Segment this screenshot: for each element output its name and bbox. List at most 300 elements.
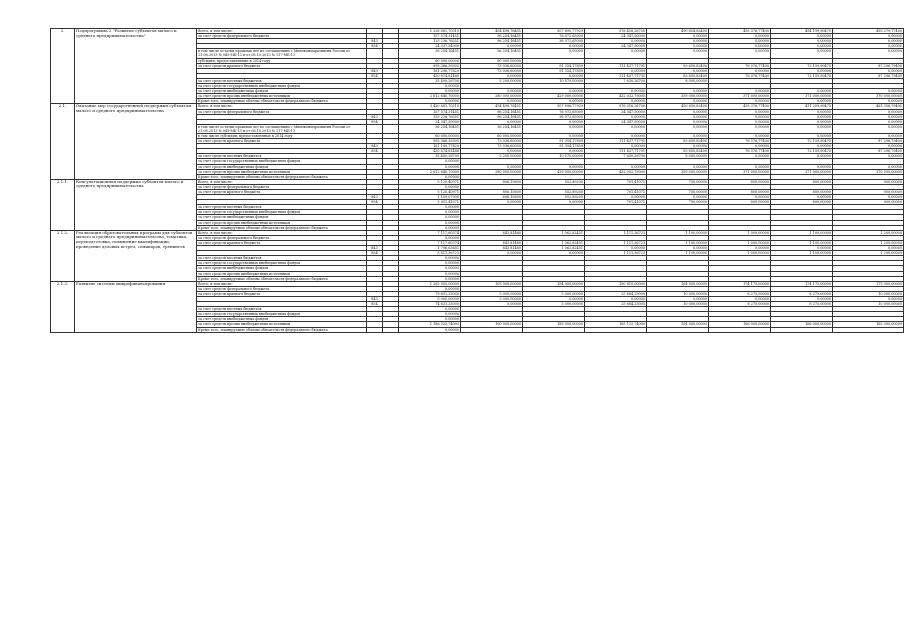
value-cell: 0,00000: [833, 99, 904, 104]
value-cell: 1 228 881,70315: [399, 29, 461, 34]
value-cell: 0,00000: [585, 68, 647, 73]
value-cell: 100 000,00000: [461, 322, 523, 327]
value-cell: 0,00000: [833, 49, 904, 58]
value-cell: [833, 327, 904, 332]
budget-table: [50, 28, 904, 333]
value-cell: 0,00000: [461, 99, 523, 104]
value-cell: 0,00000: [585, 296, 647, 301]
value-cell: 0,00000: [709, 296, 771, 301]
value-cell: 0,00000: [709, 246, 771, 251]
value-cell: 0,00000: [709, 34, 771, 39]
value-cell: 174 175,00000: [709, 281, 771, 286]
value-cell: 0,00000: [709, 89, 771, 94]
value-cell: 0,00000: [771, 296, 833, 301]
value-cell: 359 000,00000: [647, 94, 709, 99]
value-cell: 800,00000: [709, 179, 771, 184]
value-cell: 1 000,00000: [709, 230, 771, 235]
value-cell: 0,00000: [771, 99, 833, 104]
code-cell: [367, 327, 383, 332]
value-cell: 0,00000: [399, 327, 461, 332]
value-cell: 0,00000: [647, 109, 709, 114]
value-cell: 0,00000: [585, 89, 647, 94]
funding-source: за счет средств внебюджетных фондов: [197, 317, 367, 322]
value-cell: 73 036,60000: [461, 144, 523, 149]
value-cell: 1 000,00000: [709, 251, 771, 256]
value-cell: 0,00000: [399, 235, 461, 240]
value-cell: 0,00000: [585, 99, 647, 104]
value-cell: 552,89200: [523, 179, 585, 184]
code-cell: [383, 327, 399, 332]
value-cell: 0,00000: [833, 124, 904, 133]
value-cell: 0,00000: [523, 49, 585, 58]
item-number: 2.1.3.: [51, 281, 75, 332]
value-cell: 0,00000: [399, 261, 461, 266]
value-cell: 606,15600: [461, 195, 523, 200]
value-cell: 72 159,90475: [771, 63, 833, 68]
value-cell: 0,00000: [833, 114, 904, 119]
value-cell: 450 650,82400: [647, 104, 709, 109]
value-cell: 1 186 325,74000: [399, 322, 461, 327]
value-cell: 25 684,25000: [585, 302, 647, 307]
value-cell: 111 437,71791: [585, 73, 647, 78]
value-cell: 0,00000: [523, 73, 585, 78]
value-cell: 430 874,81486: [399, 149, 461, 154]
value-cell: [461, 327, 523, 332]
value-cell: 900,00000: [833, 190, 904, 195]
value-cell: 10 000,00000: [647, 302, 709, 307]
code-cell: 854: [367, 119, 383, 124]
value-cell: 0,00000: [709, 154, 771, 159]
value-cell: 0,00000: [647, 44, 709, 49]
value-cell: 5 120,40971: [399, 179, 461, 184]
code-cell: 854: [367, 302, 383, 307]
value-cell: 1 200,00000: [833, 230, 904, 235]
value-cell: 643,81460: [461, 246, 523, 251]
value-cell: 154 000,00000: [647, 322, 709, 327]
value-cell: 0,00000: [709, 114, 771, 119]
value-cell: 0,00000: [399, 220, 461, 225]
value-cell: 105 000,00000: [461, 281, 523, 286]
value-cell: 0,00000: [399, 99, 461, 104]
value-cell: 0,00000: [833, 68, 904, 73]
value-cell: 0,00000: [771, 34, 833, 39]
code-cell: 843: [367, 195, 383, 200]
value-cell: 0,00000: [833, 164, 904, 169]
value-cell: 2 612 640,70000: [399, 169, 461, 174]
value-cell: 0,00000: [771, 124, 833, 133]
funding-source: за счет средств федерального бюджета: [197, 34, 367, 39]
value-cell: 0,00000: [585, 246, 647, 251]
value-cell: 2 612 640,70000: [399, 94, 461, 99]
funding-source: за счет средств местных бюджетов: [197, 154, 367, 159]
value-cell: 1 062,82451: [523, 240, 585, 245]
value-cell: 87 296,79400: [833, 149, 904, 154]
value-cell: 371 000,00000: [709, 169, 771, 174]
value-cell: 0,00000: [399, 184, 461, 189]
funding-source: за счет средств краевого бюджета: [197, 139, 367, 144]
value-cell: 0,00000: [771, 89, 833, 94]
value-cell: 76 376,77400: [709, 149, 771, 154]
funding-source: Кроме того, планируемые объемы обязательств федерального бюджета: [197, 225, 367, 230]
budget-table-body: [51, 29, 904, 333]
value-cell: 1 111,36723: [585, 230, 647, 235]
value-cell: 0,00000: [461, 44, 523, 49]
value-cell: 0,00000: [399, 286, 461, 291]
value-cell: 0,00000: [771, 39, 833, 44]
budget-table-page: [50, 28, 902, 333]
item-title: Подпрограмма 2 "Развитие субъектов малого и среднего предпринимательства": [75, 29, 197, 104]
value-cell: 0,00000: [399, 215, 461, 220]
value-cell: 60 000,00000: [461, 58, 523, 63]
value-cell: 0,00000: [461, 73, 523, 78]
value-cell: 0,00000: [833, 44, 904, 49]
value-cell: 1 100,00000: [771, 251, 833, 256]
value-cell: 1 100,00000: [771, 230, 833, 235]
value-cell: 371 000,00000: [771, 94, 833, 99]
value-cell: 0,00000: [771, 144, 833, 149]
value-cell: 0,00000: [647, 34, 709, 39]
funding-source: за счет средств прочих внебюджетных источников: [197, 169, 367, 174]
value-cell: 0,00000: [833, 39, 904, 44]
value-cell: 91 354,17859: [523, 68, 585, 73]
value-cell: 8 000,00000: [647, 78, 709, 83]
value-cell: 0,00000: [709, 68, 771, 73]
value-cell: 370 000,00000: [833, 94, 904, 99]
value-cell: 0,00000: [833, 144, 904, 149]
funding-source: Всего, в том числе:: [197, 281, 367, 286]
value-cell: 24 347,50000: [585, 34, 647, 39]
value-cell: 7 117,60374: [399, 240, 461, 245]
funding-source: за счет средств государственных внебюджетных фондов: [197, 84, 367, 89]
value-cell: 0,00000: [585, 49, 647, 58]
value-cell: 0,00000: [771, 164, 833, 169]
value-cell: 1 100,00000: [647, 240, 709, 245]
item-title: Реализация образовательных программ для субъектов малого и среднего предпринимательства, тематика, переподготовка, повышение квалификации, проведение деловых встреч, семинаров, тренингов: [75, 230, 197, 281]
value-cell: 111 437,71791: [585, 139, 647, 144]
value-cell: 0,00000: [523, 200, 585, 205]
value-cell: 0,00000: [461, 302, 523, 307]
value-cell: 96 254,16451: [461, 114, 523, 119]
value-cell: 0,00000: [771, 114, 833, 119]
code-cell: 843: [367, 296, 383, 301]
value-cell: 0,00000: [771, 109, 833, 114]
value-cell: 455 376,77400: [709, 104, 771, 109]
value-cell: 0,00000: [399, 312, 461, 317]
code-cell: 843: [367, 246, 383, 251]
value-cell: 0,00000: [399, 84, 461, 89]
value-cell: 0,00000: [585, 195, 647, 200]
value-cell: 1 062,82451: [523, 230, 585, 235]
value-cell: 806,15600: [461, 179, 523, 184]
funding-source: за счет средств государственных внебюджетных фондов: [197, 159, 367, 164]
value-cell: 800,00000: [771, 179, 833, 184]
value-cell: 0,00000: [833, 133, 904, 138]
value-cell: 0,00000: [585, 144, 647, 149]
value-cell: 5 000,00000: [461, 296, 523, 301]
value-cell: 36 972,65000: [523, 114, 585, 119]
value-cell: 7 630,26700: [585, 154, 647, 159]
value-cell: 1 111,36723: [585, 240, 647, 245]
value-cell: 0,00000: [771, 44, 833, 49]
funding-source: за счет средств внебюджетных фондов: [197, 164, 367, 169]
value-cell: 36 972,65000: [523, 39, 585, 44]
code-cell: 843: [367, 144, 383, 149]
value-cell: 800,00000: [771, 190, 833, 195]
value-cell: 10 000,00000: [833, 291, 904, 296]
value-cell: 0,00000: [523, 119, 585, 124]
value-cell: 0,00000: [647, 296, 709, 301]
value-cell: 60 000,00000: [399, 58, 461, 63]
value-cell: 165 000,00000: [833, 322, 904, 327]
value-cell: 87 296,79400: [833, 73, 904, 78]
funding-source: Кроме того, планируемые объемы обязательств федерального бюджета: [197, 174, 367, 179]
value-cell: 76 376,77400: [709, 73, 771, 78]
value-cell: 0,00000: [399, 266, 461, 271]
value-cell: 359 000,00000: [647, 169, 709, 174]
funding-source: Кроме того, планируемые объемы обязательств федерального бюджета: [197, 99, 367, 104]
item-title: Оказание мер государственной поддержки субъектам малого и среднего предпринимательства: [75, 104, 197, 179]
value-cell: 0,00000: [399, 307, 461, 312]
value-cell: 174 175,00000: [771, 281, 833, 286]
value-cell: 8 275,00000: [709, 302, 771, 307]
funding-source: за счет средств прочих внебюджетных источников: [197, 94, 367, 99]
value-cell: 74 631,25000: [399, 302, 461, 307]
value-cell: 800,00000: [709, 190, 771, 195]
funding-source: за счет средств местных бюджетов: [197, 307, 367, 312]
value-cell: 1 159,07900: [399, 195, 461, 200]
value-cell: 371 000,00000: [709, 94, 771, 99]
value-cell: 7 630,26700: [585, 78, 647, 83]
value-cell: 429 000,00000: [523, 94, 585, 99]
value-cell: 166 000,00000: [709, 322, 771, 327]
funding-source: за счет средств внебюджетных фондов: [197, 215, 367, 220]
value-cell: 36 254,16451: [399, 49, 461, 58]
value-cell: 5 000,00000: [461, 291, 523, 296]
value-cell: 1 265 950,00000: [399, 281, 461, 286]
value-cell: 111 437,71791: [585, 63, 647, 68]
value-cell: 454 498,76451: [461, 104, 523, 109]
value-cell: 370 000,00000: [833, 169, 904, 174]
value-cell: 0,00000: [833, 109, 904, 114]
funding-source: за счет средств местных бюджетов: [197, 256, 367, 261]
item-title: Развитие системы микрофинансирования: [75, 281, 197, 332]
value-cell: 157 574,31451: [399, 34, 461, 39]
value-cell: 0,00000: [771, 119, 833, 124]
value-cell: 0,00000: [833, 34, 904, 39]
value-cell: 0,00000: [709, 44, 771, 49]
item-number: 2.1.2.: [51, 230, 75, 281]
value-cell: 0,00000: [523, 164, 585, 169]
funding-source: в том числе остатки прошлых лет по соглашениям с Минэкономразвития России от 21.08.2013 № 045-МБ-13 и от 08.10.2013 № 117-МБ-13: [197, 49, 367, 58]
value-cell: 552,89200: [523, 195, 585, 200]
value-cell: 0,00000: [399, 164, 461, 169]
value-cell: 0,00000: [523, 251, 585, 256]
value-cell: 643,81460: [461, 240, 523, 245]
value-cell: 0,00000: [523, 296, 585, 301]
value-cell: 0,00000: [399, 271, 461, 276]
value-cell: 10 000,00000: [833, 302, 904, 307]
code-cell: [367, 49, 383, 58]
value-cell: 0,00000: [585, 124, 647, 133]
value-cell: 0,00000: [647, 89, 709, 94]
code-cell: [383, 49, 399, 58]
funding-source: Всего, в том числе:: [197, 104, 367, 109]
value-cell: 8 275,00000: [771, 291, 833, 296]
funding-source: за счет средств государственных внебюджетных фондов: [197, 312, 367, 317]
value-cell: 1 111,36723: [585, 251, 647, 256]
code-cell: 843: [367, 39, 383, 44]
funding-source: за счет средств федерального бюджета: [197, 184, 367, 189]
value-cell: 1 100,00000: [647, 251, 709, 256]
value-cell: 1 200,00000: [833, 251, 904, 256]
value-cell: [585, 327, 647, 332]
value-cell: 5 000,00000: [399, 296, 461, 301]
value-cell: 60 000,00000: [461, 133, 523, 138]
value-cell: 0,00000: [647, 124, 709, 133]
value-cell: 3 951,41071: [399, 200, 461, 205]
value-cell: 0,00000: [523, 99, 585, 104]
code-cell: 843: [367, 68, 383, 73]
value-cell: 0,00000: [771, 68, 833, 73]
value-cell: 5 000,00000: [523, 302, 585, 307]
value-cell: 24 347,50000: [585, 119, 647, 124]
value-cell: 0,00000: [647, 144, 709, 149]
value-cell: 76 376,77400: [709, 63, 771, 68]
value-cell: 0,00000: [585, 164, 647, 169]
value-cell: 576 416,26700: [585, 29, 647, 34]
value-cell: 750,00000: [647, 200, 709, 205]
value-cell: 0,00000: [833, 246, 904, 251]
funding-source: за счет средств краевого бюджета: [197, 63, 367, 68]
value-cell: 0,00000: [647, 68, 709, 73]
value-cell: 0,00000: [647, 164, 709, 169]
value-cell: 800,00000: [771, 200, 833, 205]
value-cell: 0,00000: [709, 195, 771, 200]
funding-source: за счет средств краевого бюджета: [197, 240, 367, 245]
value-cell: 0,00000: [709, 119, 771, 124]
value-cell: 0,00000: [647, 39, 709, 44]
value-cell: 24 347,50000: [585, 44, 647, 49]
value-cell: 36 254,16451: [461, 124, 523, 133]
value-cell: 83 650,82400: [647, 63, 709, 68]
value-cell: 576 016,26700: [585, 104, 647, 109]
item-title: Консультационная поддержка субъектов малого и среднего предпринимательства: [75, 179, 197, 230]
value-cell: 0,00000: [399, 159, 461, 164]
value-cell: 0,00000: [833, 296, 904, 301]
funding-source: за счет средств государственных внебюджетных фондов: [197, 210, 367, 215]
value-cell: 5 200,00000: [461, 78, 523, 83]
value-cell: 0,00000: [647, 114, 709, 119]
value-cell: 83 650,82400: [647, 149, 709, 154]
value-cell: 0,00000: [709, 124, 771, 133]
value-cell: 8 275,00000: [709, 291, 771, 296]
value-cell: 0,00000: [771, 246, 833, 251]
value-cell: 76 376,77400: [709, 139, 771, 144]
value-cell: 454 199,90475: [771, 29, 833, 34]
value-cell: 1 000,00000: [709, 240, 771, 245]
value-cell: 461 356,79400: [833, 104, 904, 109]
funding-source: за счет средств внебюджетных фондов: [197, 89, 367, 94]
value-cell: 73 036,60000: [461, 68, 523, 73]
value-cell: 0,00000: [647, 246, 709, 251]
funding-source: за счет средств прочих внебюджетных источников: [197, 322, 367, 327]
value-cell: 10 000,00000: [647, 291, 709, 296]
funding-source: за счет средств федерального бюджета: [197, 109, 367, 114]
code-cell: [367, 124, 383, 133]
value-cell: 60 000,00000: [399, 133, 461, 138]
funding-source: в том числе субсидии, предоставленные в 2014 году: [197, 133, 367, 138]
value-cell: 0,00000: [523, 124, 585, 133]
value-cell: 36 254,16451: [461, 49, 523, 58]
value-cell: 5 611,36723: [399, 251, 461, 256]
value-cell: 750,00000: [647, 179, 709, 184]
value-cell: 0,00000: [585, 114, 647, 119]
value-cell: 0,00000: [709, 39, 771, 44]
value-cell: 10 570,00000: [523, 78, 585, 83]
item-number: 2.1.: [51, 104, 75, 179]
value-cell: 83 650,82400: [647, 73, 709, 78]
funding-source: за счет средств местных бюджетов: [197, 78, 367, 83]
value-cell: 73 036,60000: [461, 139, 523, 144]
value-cell: 133 226,76551: [399, 114, 461, 119]
value-cell: 87 296,79400: [833, 63, 904, 68]
funding-source: за счет средств внебюджетных фондов: [197, 266, 367, 271]
value-cell: 995 366,39305: [399, 63, 461, 68]
value-cell: 0,00000: [833, 119, 904, 124]
value-cell: 0,00000: [585, 39, 647, 44]
code-cell: 854: [367, 251, 383, 256]
value-cell: 189 000,00000: [523, 322, 585, 327]
value-cell: 1 062,82451: [523, 246, 585, 251]
value-cell: 643,81460: [461, 230, 523, 235]
value-cell: 161 296,77820: [399, 68, 461, 73]
value-cell: 431 259,90475: [771, 104, 833, 109]
value-cell: 91 354,17859: [523, 63, 585, 68]
value-cell: [709, 327, 771, 332]
value-cell: 111 437,71791: [585, 149, 647, 154]
value-cell: 0,00000: [833, 89, 904, 94]
code-cell: 843: [367, 114, 383, 119]
funding-source: Кроме того, планируемые объемы обязательств федерального бюджета: [197, 327, 367, 332]
value-cell: 161 190,77820: [399, 144, 461, 149]
funding-source: Всего, в том числе:: [197, 29, 367, 34]
funding-source: за счет средств государственных внебюджетных фондов: [197, 261, 367, 266]
value-cell: 0,00000: [709, 49, 771, 58]
value-cell: 0,00000: [585, 133, 647, 138]
value-cell: 3 420 881,70315: [399, 104, 461, 109]
value-cell: 0,00000: [399, 174, 461, 179]
value-cell: 0,00000: [771, 195, 833, 200]
value-cell: 0,00000: [833, 195, 904, 200]
value-cell: 432 032,79000: [585, 169, 647, 174]
value-cell: 83 650,82400: [647, 139, 709, 144]
value-cell: 0,00000: [771, 154, 833, 159]
value-cell: 5 000,00000: [523, 291, 585, 296]
value-cell: 0,00000: [771, 133, 833, 138]
code-cell: [383, 124, 399, 133]
value-cell: 280 000,00000: [461, 169, 523, 174]
code-cell: 854: [367, 73, 383, 78]
value-cell: 24 337,54900: [399, 44, 461, 49]
value-cell: 0,00000: [399, 317, 461, 322]
value-cell: 701,41071: [585, 190, 647, 195]
value-cell: 0,00000: [647, 195, 709, 200]
value-cell: 0,00000: [647, 49, 709, 58]
value-cell: 24 347,50000: [399, 119, 461, 124]
value-cell: 0,00000: [709, 109, 771, 114]
value-cell: 0,00000: [709, 164, 771, 169]
value-cell: 5 200,00000: [461, 154, 523, 159]
